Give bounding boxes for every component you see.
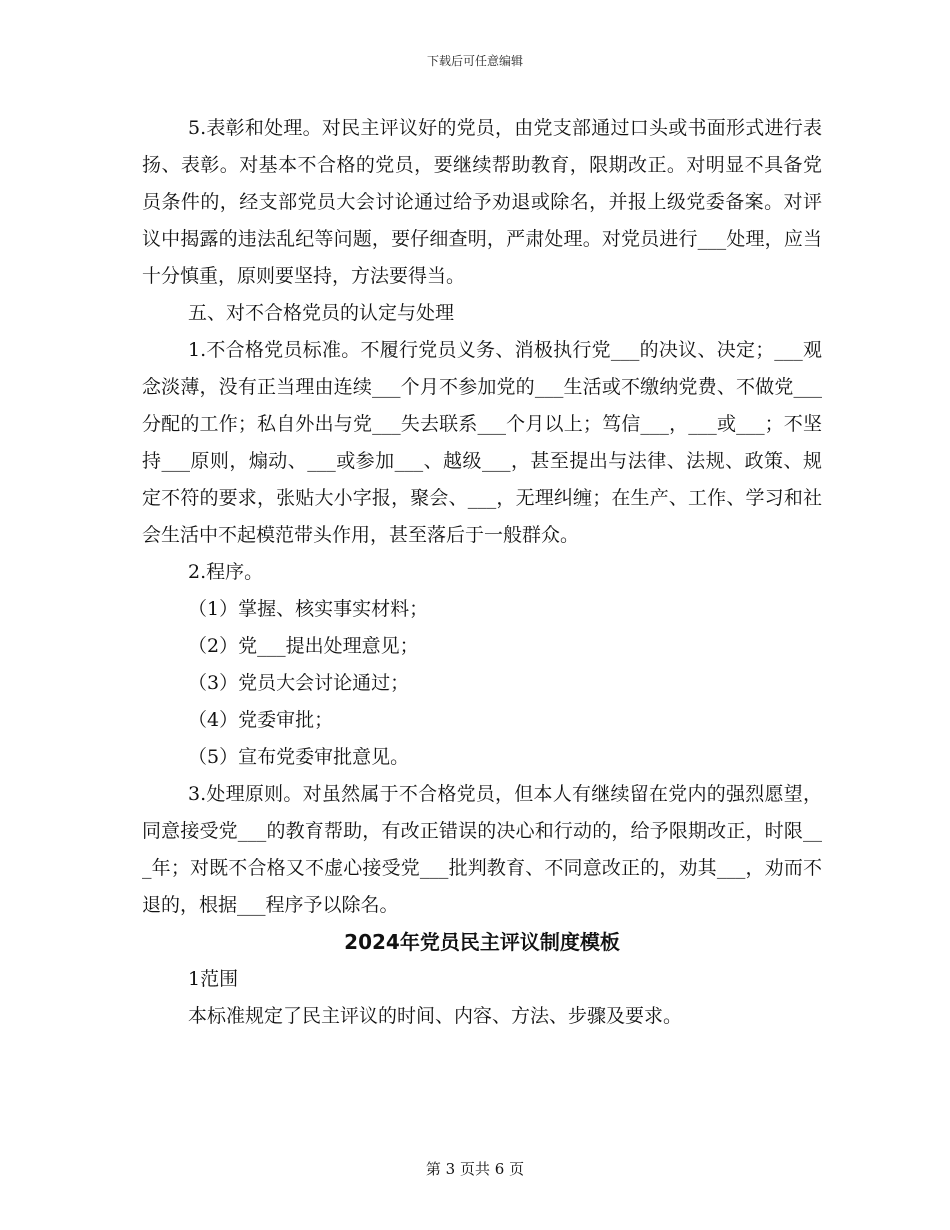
procedure-step-3: （3）党员大会讨论通过； <box>188 672 410 694</box>
document-body <box>142 110 822 1035</box>
scope-heading: 1范围 <box>188 968 239 990</box>
procedure-step-5: （5）宣布党委审批意见。 <box>188 746 410 768</box>
scope-text: 本标准规定了民主评议的时间、内容、方法、步骤及要求。 <box>188 1005 683 1027</box>
procedure-step-1: （1）掌握、核实事实材料； <box>188 598 429 620</box>
section-heading-unqualified-members: 五、对不合格党员的认定与处理 <box>188 302 455 324</box>
page-number: 第 3 页共 6 页 <box>425 1160 525 1178</box>
paragraph-unqualified-standard: 1.不合格党员标准。不履行党员义务、消极执行党___的决议、决定；___观念淡薄，没有正当理由连续___个月不参加党的___生活或不缴纳党费、不做党___分配的工作；私自外出与党___失去联系___个月以上；笃信___，___或___；不坚持___原则，煽动、___或参加___、越级___，甚至提出与法律、法规、政策、规定不符的要求，张贴大小字报，聚会、___，无理纠缠；在生产、工作、学习和社会生活中不起模范带头作用，甚至落后于一般群众。 <box>142 339 822 546</box>
procedure-step-4: （4）党委审批； <box>188 709 334 731</box>
page-header: 下载后可任意编辑 <box>426 54 523 68</box>
paragraph-procedure-heading: 2.程序。 <box>188 561 264 583</box>
procedure-step-2: （2）党___提出处理意见； <box>188 635 419 657</box>
paragraph-commendation: 5.表彰和处理。对民主评议好的党员，由党支部通过口头或书面形式进行表扬、表彰。对基本不合格的党员，要继续帮助教育，限期改正。对明显不具备党员条件的，经支部党员大会讨论通过给予劝退或除名，并报上级党委备案。对评议中揭露的违法乱纪等问题，要仔细查明，严肃处理。对党员进行___处理，应当十分慎重，原则要坚持，方法要得当。 <box>142 117 822 287</box>
paragraph-handling-principles: 3.处理原则。对虽然属于不合格党员，但本人有继续留在党内的强烈愿望，同意接受党___的教育帮助，有改正错误的决心和行动的，给予限期改正，时限___年；对既不合格又不虚心接受党___批判教育、不同意改正的，劝其___，劝而不退的，根据___程序予以除名。 <box>142 783 822 916</box>
document-title: 2024年党员民主评议制度模板 <box>344 930 620 954</box>
